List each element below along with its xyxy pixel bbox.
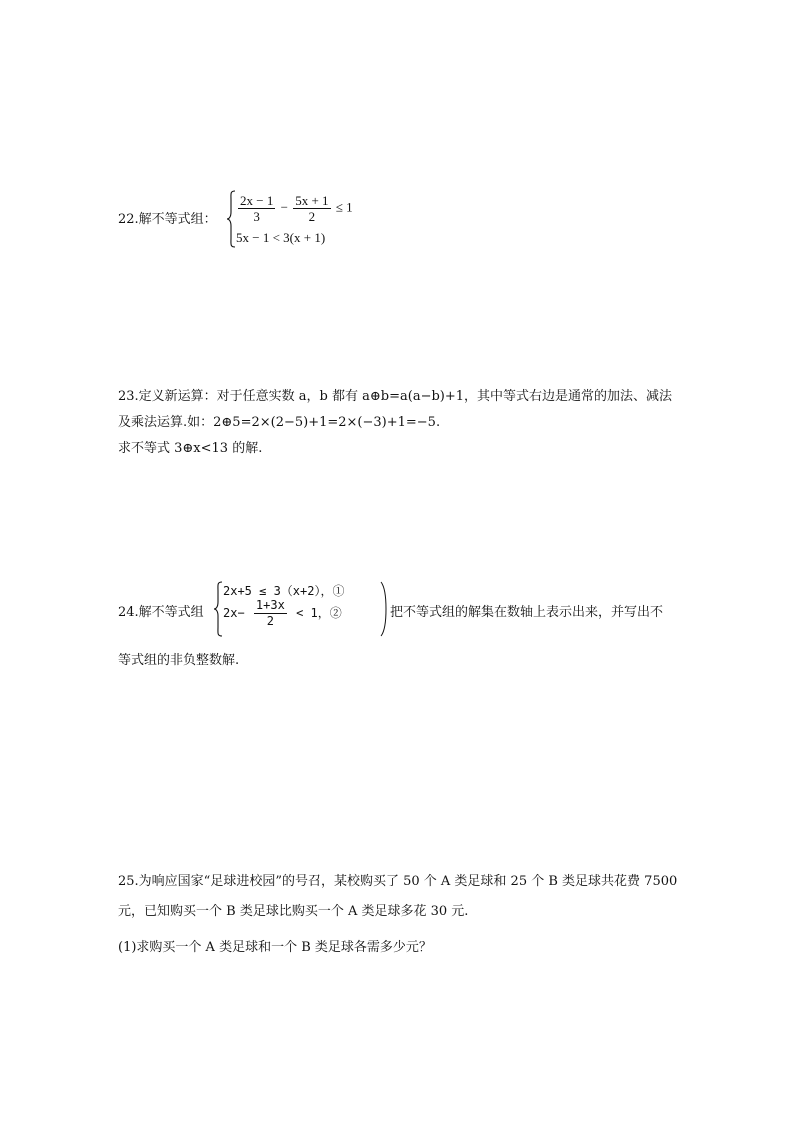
q24-row1: 2x+5 ≤ 3（x+2），① — [223, 584, 345, 598]
q22-row1: $\frac{2x - 1}{3}$ − $\frac{5x + 1}{2}$ ≤ 1 — [240, 193, 353, 224]
q22-label: 22.解不等式组： — [118, 212, 217, 227]
q23-line-3: 求不等式 3⊕x<13 的解. — [118, 441, 263, 456]
left-brace-icon — [213, 581, 223, 637]
q25-line-3: (1)求购买一个 A 类足球和一个 B 类足球各需多少元？ — [118, 940, 432, 955]
left-brace-icon — [226, 190, 236, 248]
q24-row2: 2x− $\frac{1+3x}{2}$ < 1，② — [223, 598, 342, 628]
q23-line-2: 及乘法运算.如：2⊕5=2×(2−5)+1=2×(−3)+1=−5. — [118, 415, 441, 430]
q24-fraction: $\frac{1+3x}{2}$ — [255, 598, 285, 628]
q22-fraction-1: $\frac{2x - 1}{3}$ — [240, 193, 274, 224]
right-brace-icon — [380, 581, 388, 637]
q25-line-2: 元，已知购买一个 B 类足球比购买一个 A 类足球多花 30 元. — [118, 904, 469, 919]
q22-fraction-2: $\frac{5x + 1}{2}$ — [295, 193, 329, 224]
q23-line-1: 23.定义新运算：对于任意实数 a，b 都有 a⊕b=a(a−b)+1，其中等式右边是通常的加法、减法 — [118, 389, 673, 404]
q25-line-1: 25.为响应国家“足球进校园”的号召，某校购买了 50 个 A 类足球和 25 个 B 类足球共花费 7500 — [118, 874, 678, 889]
q24-line-2: 等式组的非负整数解. — [118, 653, 240, 668]
q24-label: 24.解不等式组 — [118, 605, 204, 620]
q22-row2: 5x − 1 < 3(x + 1) — [236, 230, 326, 245]
q24-tail: 把不等式组的解集在数轴上表示出来，并写出不 — [390, 605, 664, 620]
